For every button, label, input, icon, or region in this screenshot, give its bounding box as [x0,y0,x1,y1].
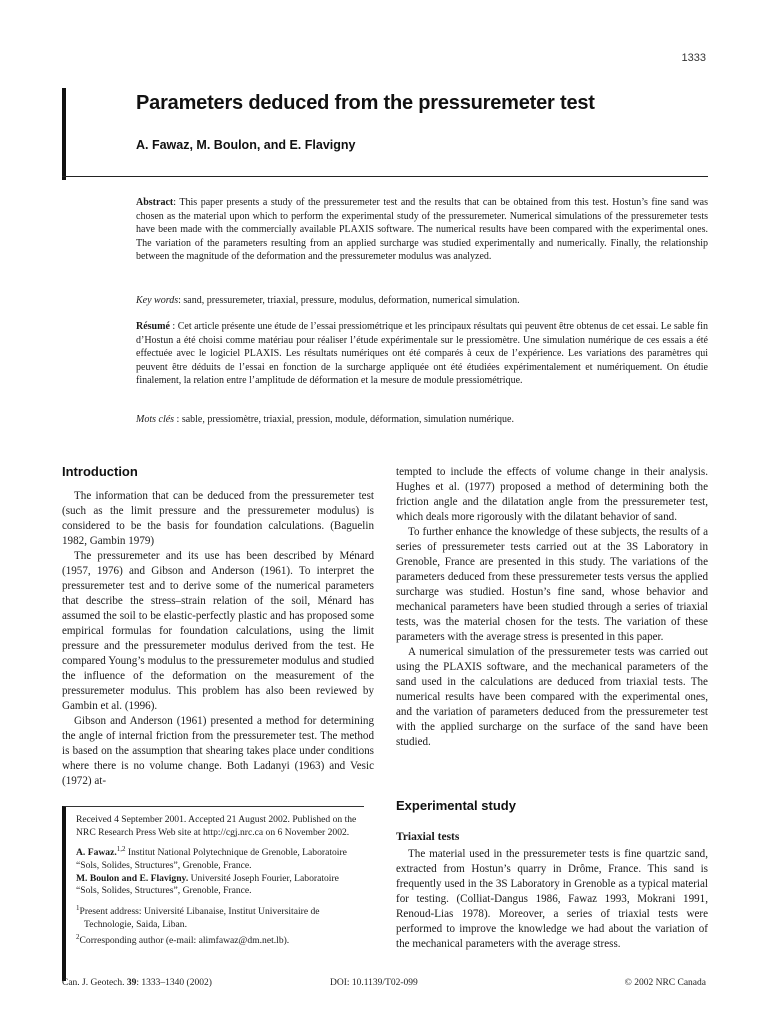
affiliation-text: Institut National Polytechnique de Grenoble, Laboratoire “Sols, Solides, Structures”, Grenoble, France. [76,847,347,871]
page-number: 1333 [681,52,706,64]
abstract-label: Abstract [136,197,174,208]
mots-cles-text: : sable, pressiomètre, triaxial, pression, module, déformation, simulation numérique. [174,414,514,425]
right-column-body [396,465,708,750]
footnote-marker: 2 [76,933,80,942]
paper-title: Parameters deduced from the pressuremeter test [136,92,595,114]
article-info-box [62,806,364,981]
footnote-marker: 1,2 [116,845,126,854]
resume [136,320,708,388]
mots-cles-label: Mots clés [136,414,175,425]
introduction-heading: Introduction [62,464,138,479]
resume-label: Résumé [136,321,170,332]
affiliation-text: Université Joseph Fourier, Laboratoire “Sols, Solides, Structures”, Grenoble, France. [76,872,339,897]
author-line: A. Fawaz, M. Boulon, and E. Flavigny [136,138,356,152]
footnote [76,931,358,948]
journal-name: Can. J. Geotech. [62,978,127,988]
author-name: M. Boulon and E. Flavigny. [76,872,189,884]
abstract [136,196,708,264]
footnote [76,902,358,931]
intro-paragraph: The pressuremeter and its use has been described by Ménard (1957, 1976) and Gibson and Anderson (1961). To interpret the pressuremeter test and to derive some of the numerical parameters that describe the stress–strain relation of the soil, Ménard has assumed the soil to be elastic-perfectly plastic and has proposed some empirical formulas for foundation calculations, using the limit pressure and the pressuremeter modulus derived from the test. He compared Young’s modulus to the pressuremeter modulus and studied the influence of the deformation on the measurement of the pressuremeter modulus. This problem has also been reviewed by Gambin et al. (1996). [62,550,374,712]
resume-text: : Cet article présente une étude de l’essai pressiométrique et les principaux résultats qui peuvent être obtenus de cet essai. Le sable fin d’Hostun a été choisi comme matériau pour réaliser l’étude expérimentale sur le pressiomètre. Une simulation numérique de ces essais a été effectuée avec le logiciel PLAXIS. Les résultats numériques ont été comparés à ceux de l’expérience. Les variations des paramètres qui peuvent être déduits de l’essai en fonction de la surcharge appliquée ont été étudiées expérimentalement et numériquement. On étudie finalement, la relation entre l’amplitude de déformation et la mesure de module pressiométrique. [136,321,708,386]
keywords [136,294,708,308]
intro-paragraph: Gibson and Anderson (1961) presented a method for determining the angle of internal friction from the pressuremeter test. The method is based on the assumption that shearing takes place under conditions where there is no volume change. Both Ladanyi (1963) and Vesic (1972) at- [62,715,374,787]
continued-paragraph: tempted to include the effects of volume change in their analysis. Hughes et al. (1977) proposed a method of determining both the friction angle and the dilatation angle from the pressuremeter test, which deals more rigorously with the dilatant behavior of sand. [396,466,708,523]
footnote-marker: 1 [76,903,80,912]
footnote-text: Present address: Université Libanaise, Institut Universitaire de Technologie, Saida, Liban. [79,905,320,930]
header-rule [62,176,708,177]
experimental-body [396,847,708,952]
pages: : 1333–1340 (2002) [136,978,212,988]
introduction-body [62,489,374,789]
author-affiliation [76,843,358,898]
abstract-text: : This paper presents a study of the pressuremeter test and the results that can be obtained from this test. Hostun’s fine sand was chosen as the material upon which to perform the experimental study of the pressuremeter. Numerical simulations of the pressuremeter tests have been made with the commercially available PLAXIS software. The numerical results have been compared with the experimental ones. The variation of the parameters resulting from an applied surcharge was studied experimentally and numerically. Finally, the relationship between the magnitude of the deformation and the pressuremeter modulus was analyzed. [136,197,708,262]
body-paragraph: The material used in the pressuremeter tests is fine quartzic sand, extracted from Hostun’s quarry in Drôme, France. This sand is frequently used in the 3S Laboratory in Grenoble as a typical material for testing. (Colliat-Dangus 1986, Fawaz 1993, Mokrani 1991, Renoud-Lias 1978). Moreover, a series of triaxial tests were performed to improve the knowledge we had about the variation of the mechanical parameters with the average stress. [396,848,708,950]
citation [62,978,212,988]
volume: 39 [126,978,137,988]
experimental-heading: Experimental study [396,798,516,813]
footnote-text: Corresponding author (e-mail: alimfawaz@dm.net.lb). [79,935,290,947]
intro-paragraph: The information that can be deduced from the pressuremeter test (such as the limit pressure and the pressuremeter modulus) is considered to be the basis for foundation calculations. (Baguelin 1982, Gambin 1979) [62,490,374,547]
body-paragraph: To further enhance the knowledge of these subjects, the results of a series of pressuremeter tests carried out at the 3S Laboratory in Grenoble, France are presented in this study. The variations of the parameters deduced from these pressuremeter tests versus the applied surcharge was studied. Hostun’s fine sand, whose behavior and mechanical parameters have been studied through a series of triaxial tests, was the material chosen for the tests. The variation of these parameters with the average stress is presented in this paper. [396,526,708,643]
keywords-label: Key words [136,295,179,306]
doi: DOI: 10.1139/T02-099 [330,978,418,988]
body-paragraph: A numerical simulation of the pressuremeter tests was carried out using the PLAXIS software, and the mechanical parameters of the sand used in the calculations are deduced from triaxial tests. The numerical results have been compared with the experimental ones, and the variation of parameters deduced from the pressuremeter test with the applied surcharge on the surface of the sand have been studied. [396,646,708,748]
author-name: A. Fawaz. [76,847,117,859]
mots-cles [136,413,708,427]
triaxial-subheading: Triaxial tests [396,831,460,843]
title-accent-bar [62,88,66,180]
copyright: © 2002 NRC Canada [624,978,706,988]
received-dates: Received 4 September 2001. Accepted 21 August 2002. Published on the NRC Research Press Web site at http://cgj.nrc.ca on 6 November 2002. [76,814,357,838]
keywords-text: : sand, pressuremeter, triaxial, pressure, modulus, deformation, numerical simulation. [178,295,520,306]
